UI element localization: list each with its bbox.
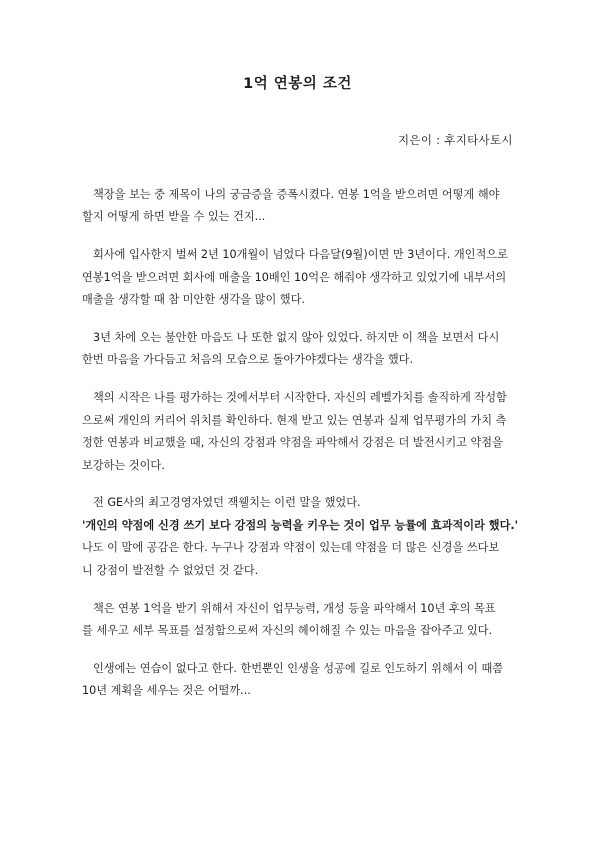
quote-intro: 전 GE사의 최고경영자였던 잭웰치는 이런 말을 했었다. — [93, 496, 361, 510]
paragraph: 인생에는 연습이 없다고 한다. 한번뿐인 인생을 성공에 길로 인도하기 위해서 이 때쯤 10년 계획을 세우는 것은 어떨까... — [82, 661, 504, 698]
quote-text: '개인의 약점에 신경 쓰기 보다 강점의 능력을 키우는 것이 업무 능률에 효과적이라 했다.' — [82, 518, 519, 532]
author-line: 지은이 : 후지타사토시 — [398, 133, 513, 147]
paragraph: 책의 시작은 나를 평가하는 것에서부터 시작한다. 자신의 레벨가치를 솔직하게 작성함 으로써 개인의 커리어 위치를 확인하다. 현재 받고 있는 연봉과 실제 업무평가의 가치 측 정한 연봉과 비교했을 때, 자신의 강점과 약점을 파악해서 강점은 더 발전시키고 약점을 보강하는 것이다. — [82, 391, 507, 472]
paragraph: 책장을 보는 중 제목이 나의 궁금증을 증폭시켰다. 연봉 1억을 받으려면 어떻게 해야 할지 어떻게 하면 받을 수 있는 건지... — [82, 188, 500, 224]
quote-response: 나도 이 말에 공감은 한다. 누구나 강점과 약점이 있는데 약점을 더 많은 신경을 쓰다보 니 강점이 발전할 수 없었던 것 같다. — [82, 541, 500, 577]
paragraph: 회사에 입사한지 벌써 2년 10개월이 넘었다 다음달(9월)이면 만 3년이다. 개인적으로 연봉1억을 받으려면 회사에 매출을 10배인 10억은 해줘야 생각하고 있었기에 내부서의 매출을 생각할 때 참 미안한 생각을 많이 했다. — [82, 248, 508, 307]
paragraph: 책은 연봉 1억을 받기 위해서 자신이 업무능력, 개성 등을 파악해서 10년 후의 목표 를 세우고 세부 목표를 설정함으로써 자신의 헤이해질 수 있는 마음을 잡아주고 있다. — [82, 601, 496, 637]
document-title: 1억 연봉의 조건 — [243, 76, 352, 92]
document-body — [82, 184, 522, 703]
paragraph: 3년 차에 오는 불안한 마음도 나 또한 없지 않아 있었다. 하지만 이 책을 보면서 다시 한번 마음을 가다듬고 처음의 모습으로 돌아가야겠다는 생각을 했다. — [82, 331, 500, 367]
quote-block — [82, 492, 522, 582]
